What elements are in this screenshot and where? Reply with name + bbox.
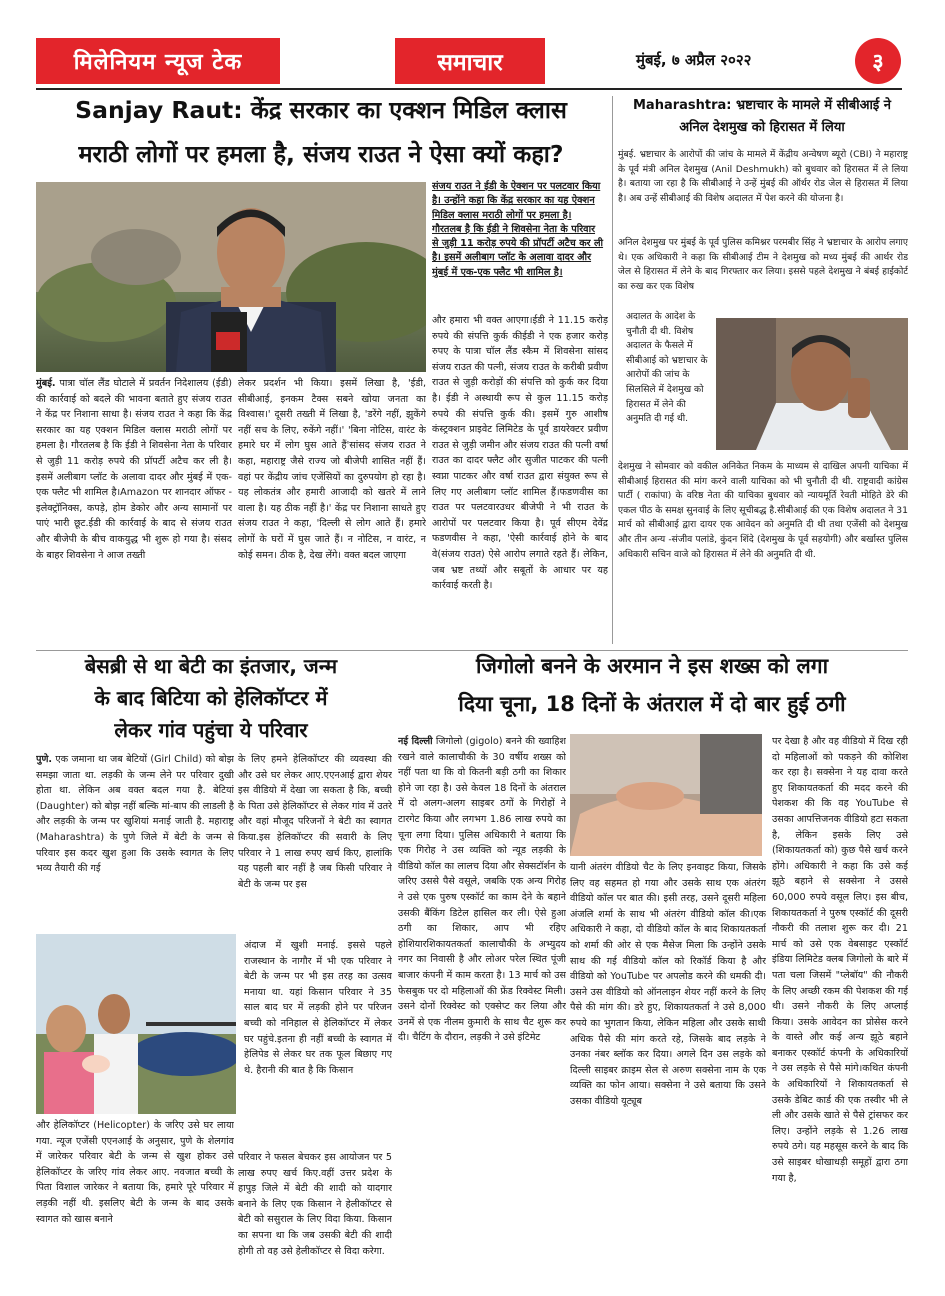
- column-divider: [612, 96, 613, 644]
- deshmukh-photo-art: [716, 318, 908, 450]
- massage-photo-art: [570, 734, 762, 856]
- masthead-date: मुंबई, ७ अप्रैल २०२२: [636, 51, 752, 69]
- masthead-rule: [36, 88, 902, 90]
- gigolo-dateline: नई दिल्ली: [398, 736, 433, 747]
- helicopter-column-2-bottom: परिवार ने फसल बेचकर इस आयोजन पर 5 लाख रुपए खर्च किए.वहीं उत्तर प्रदेश के हापुड़ जिले में बेटी की शादी को यादगार बनाने के लिए एक किसान ने हेलीकॉप्टर से बेटी को ससुराल के लिए विदा किया. किसान का सपना था कि जब उसकी बेटी की शादी होगी तो वह उसे हेलीकॉप्टर से विदा करेगा.: [238, 1152, 392, 1257]
- raut-headline-line2: मराठी लोगों पर हमला है, संजय राउत ने ऐसा क्यों कहा?: [78, 140, 564, 168]
- raut-column-1-text: पात्रा चॉल लैंड घोटाले में प्रवर्तन निदेशालय (ईडी) की कार्रवाई को बदले की भावना बताते हुए संजय राउत ने केंद्र पर निशाना साधा है। संजय राउत ने कहा कि केंद्र सरकार का यह एक्शन मिडिल क्लास मराठी लोगों पर हमला है। गौरतलब है कि ईडी ने शिवसेना नेता के परिवार से जुड़ी 11 करोड़ रुपये की प्रॉपर्टी अटैच कर ली है। इसमें अलीबाग प्लॉट के अलावा दादर और मुंबई में एक-एक फ्लैट भी शामिल है।Amazon पर शानदार ऑफर - इलेक्ट्रॉनिक्स, कपड़े, होम डेकोर और अन्य सामानों पर पाएं भारी छूट.ईडी की कार्रवाई के बाद से संजय राउत और बीजेपी के बीच वाकयुद्ध भी शुरू हो गया है। संसद के बाहर शिवसेना ने आज तख्ती: [36, 378, 232, 561]
- helicopter-column-1-top-text: एक जमाना था जब बेटियों (Girl Child) को बोझ समझा जाता था. लड़की के जन्म लेने पर परिवार दुखी होता था. लेकिन अब वक्त बदल गया है. बेटियां (Daughter) को बोझ नहीं बल्कि मां-बाप की लाडली है और लड़की के जन्म पर खुशियां मनाई जाती है. महाराष्ट्र (Maharashtra) के पुणे जिले में बेटी के जन्म से परिवार इस कदर खुश हुआ कि उसके स्वागत के लिए भव्य तैयारी की गई: [36, 754, 234, 875]
- deshmukh-headline-line2: अनिल देशमुख को हिरासत में लिया: [679, 120, 845, 135]
- page-number-badge: ३: [855, 38, 901, 84]
- helicopter-column-1-bottom: और हेलिकॉप्टर (Helicopter) के जरिए उसे घर लाया गया. न्यूज एजेंसी एएनआई के अनुसार, पुणे के शेलगांव में जारेकर परिवार बेटी के जन्म से खुश होकर उसे हेलिकॉप्टर के जरिए गांव लेकर आए. नवजात बच्ची के पिता विशाल जारेकर ने बताया कि, हमारे पूरे परिवार में लड़की नहीं थी. इसलिए बेटी के जन्म के बाद उसके स्वागत को खास बनाने: [36, 1120, 234, 1225]
- helicopter-family-photo: [36, 934, 236, 1114]
- helicopter-column-2-mid: अंदाज में खुशी मनाई. इससे पहले राजस्थान के नागौर में भी एक परिवार ने बेटी के जन्म पर भी इस तरह का उत्सव मनाया था. यहां किसान परिवार ने 35 साल बाद घर में लड़की होने पर परिजन बच्ची को ननिहाल से हेलिकॉप्टर में लेकर घर पहुंचे.इतना ही नहीं बच्ची के स्वागत में हेलिपेड से लेकर घर तक फूल बिछाए गए थे. हैरानी की बात है कि किसान: [244, 940, 392, 1076]
- deshmukh-paragraph-1: मुंबई. भ्रष्टाचार के आरोपों की जांच के मामले में केंद्रीय अन्वेषण ब्यूरो (CBI) ने महाराष्ट्र के पूर्व मंत्री अनिल देशमुख (Anil Deshmukh) को बुधवार को हिरासत में ले लिया है। बताया जा रहा है कि सीबीआई ने उन्हें मुंबई की ऑर्थर रोड जेल से हिरासत में लिया है। अब उन्हें सीबीआई की विशेष अदालत में पेश करने की योजना है।: [618, 149, 908, 204]
- raut-column-2: लेकर प्रदर्शन भी किया। इसमें लिखा है, 'ईडी, सीबीआई, इनकम टैक्स सबने खोया जनता का विश्वास।' दूसरी तख्ती में लिखा है, 'डरेंगे नहीं, झुकेंगे नहीं सच के लिए, रुकेंगे नहीं।' 'बिना नोटिस, वारंट के हमारे घर में लोग घुस आते हैं'सांसद संजय राउत ने कहा, महाराष्ट्र जैसे राज्य जो बीजेपी शासित नहीं हैं। वहां पर केंद्रीय जांच एजेंसियों का दुरुपयोग हो रहा है। यह लोकतंत्र और हमारी आजादी को खतरे में लाने वाला है। यह ठीक नहीं है।' केंद्र पर निशाना साधते हुए संजय राउत ने कहा, 'दिल्ली से लोग आते हैं। हमारे लोगों के घरों में घुस जाते हैं। न नोटिस, न वारंट, न कोई समन। ठीक है, देख लेंगे। वक्त बदल जाएगा: [238, 378, 426, 561]
- helicopter-photo-art: [36, 934, 236, 1114]
- helicopter-headline-line1: बेसब्री से था बेटी का इंतजार, जन्म: [84, 654, 338, 678]
- gigolo-column-1: [398, 734, 566, 1262]
- deshmukh-paragraph-2: अनिल देशमुख पर मुंबई के पूर्व पुलिस कमिश्नर परमबीर सिंह ने भ्रष्टाचार के आरोप लगाए थे। एक अधिकारी ने कहा कि सीबीआई टीम ने देशमुख को मध्य मुंबई की आर्थर रोड जेल से हिरासत में लेने के बाद गिरफ्तार कर लिया। इससे पहले देशमुख ने बंबई हाईकोर्ट का रुख कर एक विशेष: [618, 237, 908, 292]
- gigolo-column-1-text: जिगोलो (gigolo) बनने की ख्वाहिश रखने वाले कालाचौकी के 30 वर्षीय शख्स को नहीं पता था कि वो कितनी बड़ी ठगी का शिकार होने जा रहा है। उसे केवल 18 दिनों के अंतराल में दो अलग-अलग साइबर ठगों के गिरोहों ने टारगेट किया और लगभग 1.86 लाख रुपये का चूना लगा दिया। पुलिस अधिकारी ने बताया कि एक गिरोह ने उस व्यक्ति को न्यूड लड़की के वीडियो कॉल का लालच दिया और सेक्सटॉर्शन के जरिए उससे पैसे वसूले, जबकि एक अन्य गिरोह ने उसे एक पुरुष एस्कॉर्ट का काम देने के बहाने उसकी बैंकिंग डिटेल हासिल कर ली। ऐसे हुआ ठगी का शिकार, आप भी रहिए होशियारशिकायतकर्ता कालाचौकी के अभ्युदय नगर का निवासी है और लोअर परेल स्थित पूंजी बाजार कंपनी में काम करता है। 13 मार्च को उस फेसबुक पर दो महिलाओं की फ्रेंड रिक्वेस्ट मिली। उसने दोनों रिक्वेस्ट को एक्सेप्ट कर लिया और उनमें से एक नीलम कुमारी के साथ चैट शुरू कर दी। चैटिंग के दौरान, लड़की ने उसे इंटिमेट: [398, 736, 566, 1044]
- masthead-section: समाचार: [395, 38, 545, 84]
- helicopter-headline-line2: के बाद बिटिया को हेलिकॉप्टर में: [94, 686, 328, 710]
- raut-photo-art: [36, 182, 426, 372]
- raut-dateline: मुंबई.: [36, 378, 56, 389]
- raut-callout: संजय राउत ने ईडी के ऐक्शन पर पलटवार किया है। उन्होंने कहा कि केंद्र सरकार का यह ऐक्शन मिडिल क्लास मराठी लोगों पर हमला है। गौरतलब है कि ईडी ने शिवसेना नेता के परिवार से जुड़ी 11 करोड़ रुपये की प्रॉपर्टी अटैच कर ली है। इसमें अलीबाग प्लॉट के अलावा दादर और मुंबई में एक-एक फ्लैट भी शामिल है।: [432, 181, 604, 278]
- section-rule: [36, 650, 908, 651]
- anil-deshmukh-photo: [716, 318, 908, 450]
- raut-column-3: और हमारा भी वक्त आएगा।ईडी ने 11.15 करोड़ रुपये की संपत्ति कुर्क कीईडी ने एक हजार करोड़ रुपए के पात्रा चॉल लैंड स्कैम में शिवसेना सांसद संजय राउत की पत्नी, संजय राउत के करीबी प्रवीण राउत से जुड़ी करोड़ों की संपत्ति को कुर्क कर दिया है। ईडी ने अस्थायी रूप से कुल 11.15 करोड़ रुपये की संपत्ति कुर्क की। इसमें गुरु आशीष कंस्ट्रक्शन प्राइवेट लिमिटेड के पूर्व डायरेक्टर प्रवीण राउत से जुड़ी जमीन और संजय राउत की पत्नी वर्षा राउत का दादर फ्लैट और सुजीत पाटकर की पत्नी स्वप्ना पाटकर और वर्षा राउत द्वारा संयुक्त रूप से लिए गए अलीबाग प्लॉट शामिल हैं।फडणवीस का राउत पर पलटवारउधर बीजेपी ने भी राउत के आरोपों पर पलटवार किया है। पूर्व सीएम देवेंद्र फडणवीस ने कहा, 'ऐसी कार्रवाई होने के बाद वे(संजय राउत) ऐसे आरोप लगाते रहते हैं। लेकिन, जब भ्रष्ट तथ्यों और सबूतों के आधार पर यह कार्रवाई करती है।: [432, 315, 608, 592]
- raut-headline-line1: Sanjay Raut: केंद्र सरकार का एक्शन मिडिल क्लास: [75, 96, 567, 124]
- sanjay-raut-photo: [36, 182, 426, 372]
- raut-column-1: [36, 376, 232, 650]
- gigolo-headline-line1: जिगोलो बनने के अरमान ने इस शख्स को लगा: [475, 654, 829, 678]
- helicopter-dateline: पुणे.: [36, 754, 53, 765]
- helicopter-column-2-top: के लिए हमने हेलिकॉप्टर की व्यवस्था की और उसे घर लेकर आए.एएनआई द्वारा शेयर इस वीडियो में देखा जा सकता है कि, बच्ची के पिता उसे हेलिकॉप्टर से लेकर गांव में उतरे और वहां मौजूद परिजनों ने बेटी का स्वागत किया.इस हेलिकॉप्टर की सवारी के लिए परिवार ने 1 लाख रुपए खर्च किए, हालांकि यह पहली बार नहीं है जब किसी परिवार ने बेटी के जन्म पर इस: [238, 754, 392, 890]
- deshmukh-paragraph-3: अदालत के आदेश के चुनौती दी थी. विशेष अदालत के फैसले में सीबीआई को भ्रष्टाचार के आरोपों की जांच के सिलसिले में देशमुख को हिरासत में लेने की अनुमति दी गई थी.: [626, 311, 708, 425]
- masthead-brand: मिलेनियम न्यूज टेक: [36, 38, 280, 84]
- deshmukh-headline-line1: Maharashtra: भ्रष्टाचार के मामले में सीबीआई ने: [632, 98, 892, 113]
- gigolo-column-3: पर देखा है और वह वीडियो में दिख रही दो महिलाओं को पकड़ने की कोशिश कर रहा है। सक्सेना ने यह दावा करते हुए शिकायतकर्ता की मदद करने की पेशकश की कि वह YouTube से उसका आपत्तिजनक वीडियो हटा सकता है, लेकिन इसके लिए उसे (शिकायतकर्ता को) कुछ पैसे खर्च करने होंगे। अधिकारी ने कहा कि उसे कई झूठे बहाने से सक्सेना ने उससे 60,000 रुपये वसूल लिए। इस बीच, शिकायतकर्ता ने पुरुष एस्कॉर्ट की दूसरी नौकरी की तलाश शुरू कर दी। 21 मार्च को उसे एक वेबसाइट एस्कॉर्ट इंडिया लिमिटेड क्लब जिगोलो के बारे में पता चला जिसमें "प्लेबॉय" की नौकरी के लिए अच्छी रकम की पेशकश की गई थी। उसने नौकरी के लिए अप्लाई किया। उसके आवेदन का प्रोसेस करने के वास्ते और कई अन्य झूठे बहाने बनाकर एस्कॉर्ट कंपनी के अधिकारियों ने उस लड़के से पैसे मांगे।कथित कंपनी के अधिकारियों ने शिकायतकर्ता से उसके डेबिट कार्ड की एक तस्वीर भी ले ली और उसके खाते से पैसे ट्रांसफर कर लिए। उन्होंने लड़के से 1.26 लाख रुपये ठगे। यह महसूस करने के बाद कि उसे साइबर धोखाधड़ी समूहों द्वारा ठगा गया है,: [772, 736, 908, 1184]
- gigolo-headline-line2: दिया चूना, 18 दिनों के अंतराल में दो बार हुई ठगी: [458, 692, 846, 716]
- massage-photo: [570, 734, 762, 856]
- gigolo-column-2: यानी अंतरंग वीडियो चैट के लिए इनवाइट किया, जिसके लिए वह सहमत हो गया और उसके साथ एक अंतरंग वीडियो कॉल पर बात की। इसी तरह, उसने दूसरी महिला अंजलि शर्मा के साथ भी अंतरंग वीडियो कॉल की।एक अधिकारी ने कहा, दो वीडियो कॉल के बाद शिकायतकर्ता को शर्मा की ओर से एक मैसेज मिला कि उन्होंने उसके साथ की गई वीडियो कॉल को रिकॉर्ड किया है और वीडियो को YouTube पर अपलोड करने की धमकी दी। उसने उस वीडियो को ऑनलाइन शेयर नहीं करने के लिए पैसे की मांग की। डरे हुए, शिकायतकर्ता ने उसे 8,000 रुपये का भुगतान किया, लेकिन महिला और उसके साथी अधिक पैसे की मांग करते रहे, जिसके बाद लड़के ने उनका नंबर ब्लॉक कर दिया। अगले दिन उस लड़के को दिल्ली साइबर क्राइम सेल से अरुण सक्सेना नाम के एक व्यक्ति का फोन आया। सक्सेना ने उसे बताया कि उसने उसका वीडियो यूट्यूब: [570, 862, 766, 1107]
- helicopter-column-1-top: [36, 752, 234, 930]
- deshmukh-paragraph-4: देशमुख ने सोमवार को वकील अनिकेत निकम के माध्यम से दाखिल अपनी याचिका में सीबीआई हिरासत की मांग करने वाली याचिका को भी चुनौती दी थी. राष्ट्रवादी कांग्रेस पार्टी ( राकांपा) के वरिष्ठ नेता की याचिका बुधवार को न्यायमूर्ति रेवती मोहिते डेरे की एकल पीठ के समक्ष सुनवाई के लिए सूचीबद्ध है.सीबीआई की एक विशेष अदालत ने 31 मार्च को सीबीआई द्वारा दायर एक आवेदन को अनुमति दी थी तथा एजेंसी को देशमुख और तीन अन्य -संजीव पलांडे, कुंदन शिंदे (देशमुख के पूर्व सहयोगी) और बर्खास्त पुलिस अधिकारी सचिन वाजे को हिरासत में लेने की अनुमति दी थी.: [618, 461, 908, 560]
- helicopter-headline-line3: लेकर गांव पहुंचा ये परिवार: [114, 718, 308, 742]
